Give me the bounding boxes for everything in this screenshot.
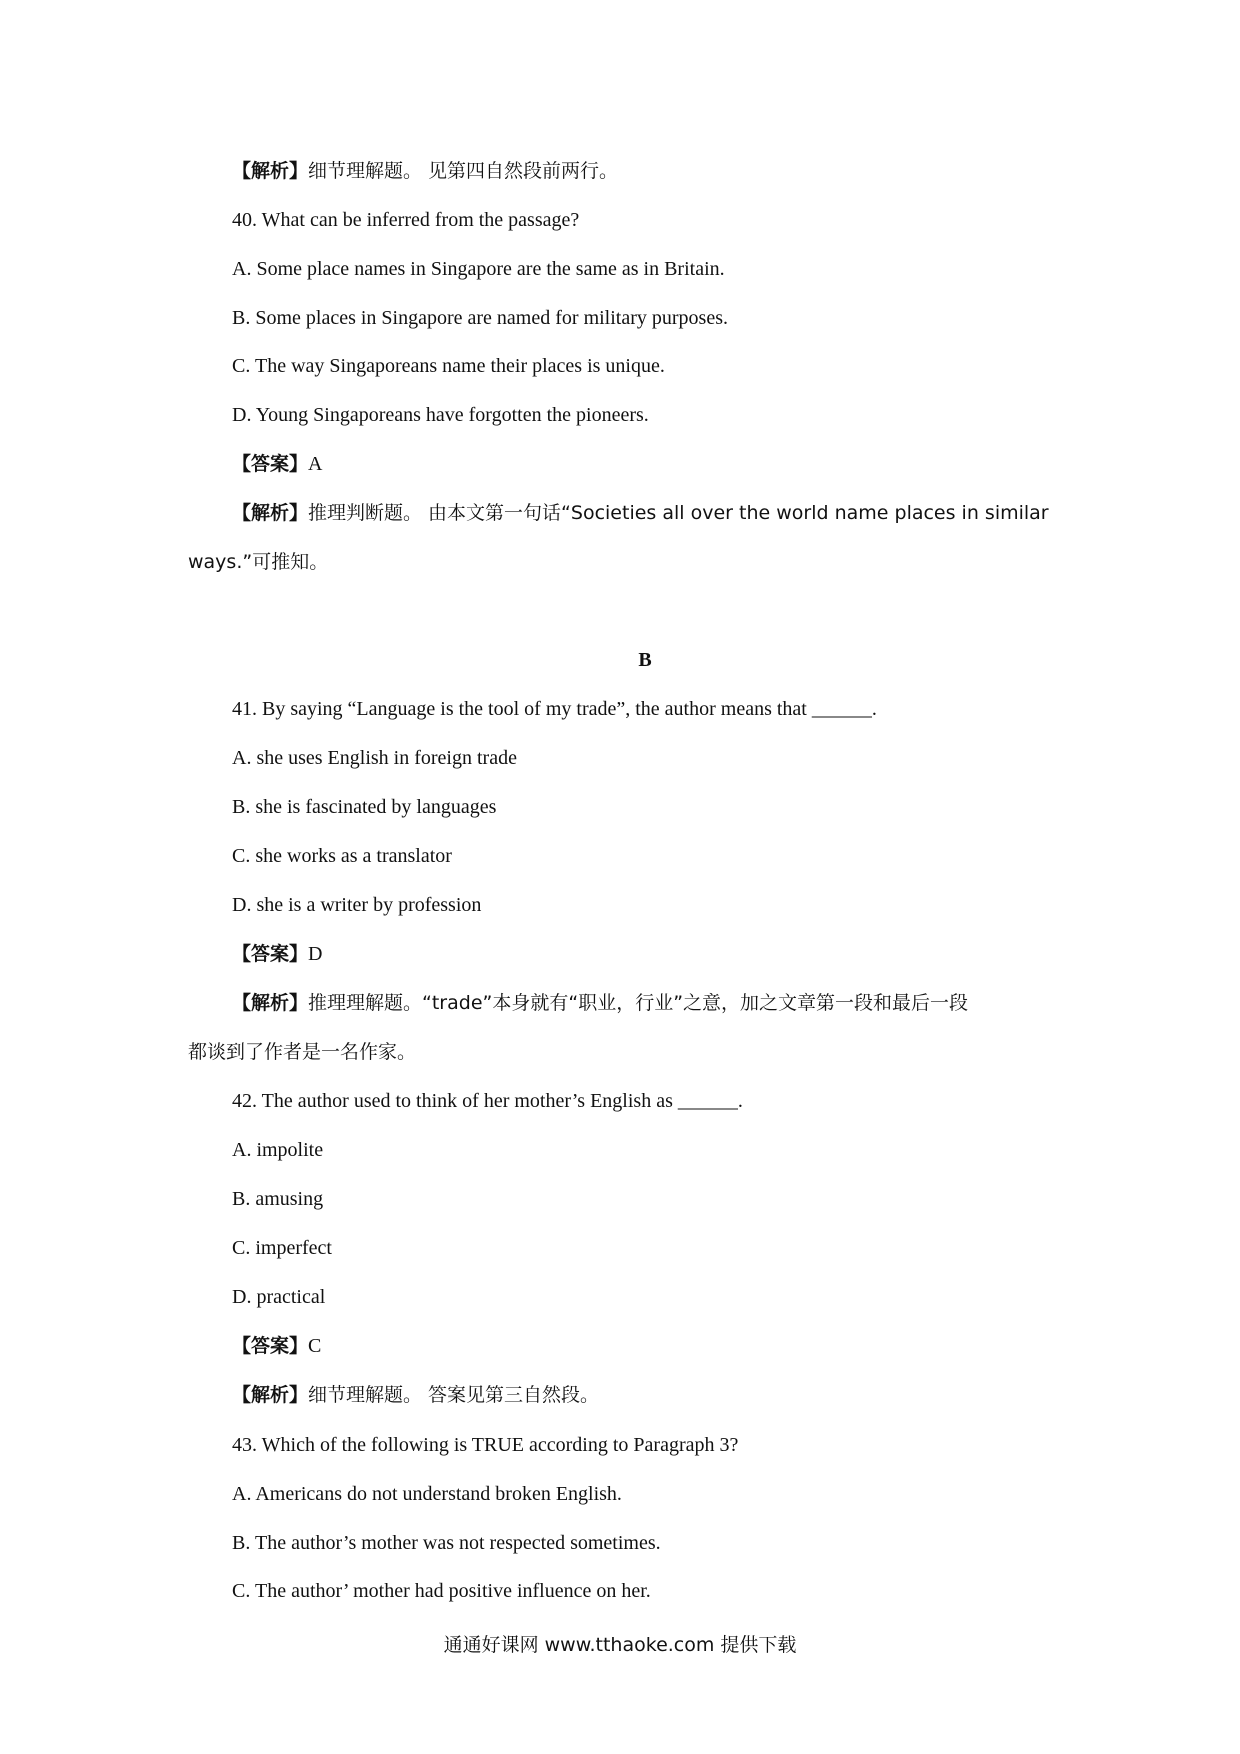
section-heading: B: [638, 649, 652, 671]
q41-option-b: B. she is fascinated by languages: [232, 796, 497, 818]
analysis-label: 【解析】: [232, 992, 309, 1014]
answer-value: C: [308, 1335, 322, 1357]
question-41: 41. By saying “Language is the tool of my trade”, the author means that ______.: [232, 698, 877, 720]
q42-option-a: A. impolite: [232, 1139, 324, 1161]
q41-answer: [232, 941, 322, 967]
q40-option-d: D. Young Singaporeans have forgotten the pioneers.: [232, 404, 649, 426]
q40-option-c: C. The way Singaporeans name their places is unique.: [232, 355, 665, 377]
q41-option-d: D. she is a writer by profession: [232, 894, 482, 916]
answer-label: 【答案】: [232, 943, 309, 965]
analysis-text: 细节理解题。 见第四自然段前两行。: [308, 160, 619, 182]
q43-option-a: A. Americans do not understand broken English.: [232, 1483, 622, 1505]
q42-option-d: D. practical: [232, 1286, 326, 1308]
q42-option-b: B. amusing: [232, 1188, 324, 1210]
q43-option-c: C. The author’ mother had positive influence on her.: [232, 1580, 651, 1602]
q42-analysis: [232, 1382, 599, 1408]
question-43: 43. Which of the following is TRUE according to Paragraph 3?: [232, 1434, 739, 1456]
answer-value: A: [308, 453, 323, 475]
q42-answer: [232, 1333, 321, 1359]
q41-option-a: A. she uses English in foreign trade: [232, 747, 517, 769]
analysis-text: 推理理解题。“trade”本身就有“职业，行业”之意，加之文章第一段和最后一段: [308, 992, 969, 1014]
q40-option-b: B. Some places in Singapore are named for military purposes.: [232, 307, 728, 329]
question-42: 42. The author used to think of her mother’s English as ______.: [232, 1090, 743, 1112]
q41-analysis-line-1: [232, 990, 968, 1016]
question-40: 40. What can be inferred from the passage?: [232, 209, 580, 231]
q41-analysis-line-2: 都谈到了作者是一名作家。: [188, 1041, 417, 1063]
analysis-text: 推理判断题。 由本文第一句话“Societies all over the world name places in similar: [308, 502, 1049, 524]
q41-option-c: C. she works as a translator: [232, 845, 452, 867]
q40-answer: [232, 451, 322, 477]
analysis-text: 细节理解题。 答案见第三自然段。: [308, 1384, 600, 1406]
q42-option-c: C. imperfect: [232, 1237, 332, 1259]
answer-label: 【答案】: [232, 1335, 309, 1357]
analysis-label: 【解析】: [232, 160, 309, 182]
answer-value: D: [308, 943, 323, 965]
q39-analysis: [232, 158, 618, 184]
q40-analysis-line-2: ways.”可推知。: [188, 551, 329, 573]
page-footer: 通通好课网 www.tthaoke.com 提供下载: [443, 1634, 797, 1656]
q43-option-b: B. The author’s mother was not respected sometimes.: [232, 1532, 661, 1554]
analysis-label: 【解析】: [232, 1384, 309, 1406]
analysis-label: 【解析】: [232, 502, 309, 524]
answer-label: 【答案】: [232, 453, 309, 475]
q40-option-a: A. Some place names in Singapore are the same as in Britain.: [232, 258, 725, 280]
q40-analysis-line-1: [232, 500, 1049, 526]
